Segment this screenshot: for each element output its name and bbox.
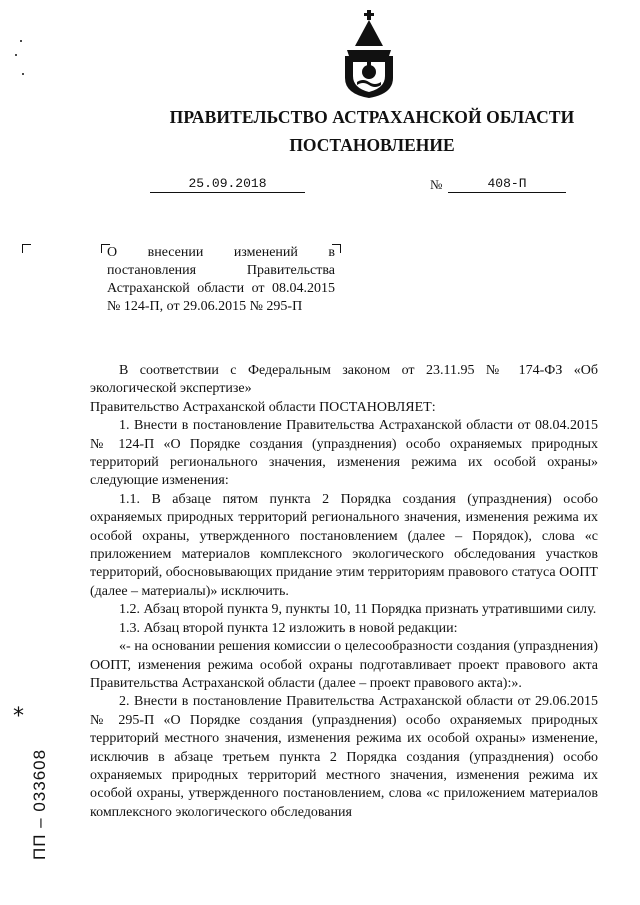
scan-speck [22,73,24,75]
clause-1-2: 1.2. Абзац второй пункта 9, пункты 10, 11 Порядка признать утратившими силу. [119,602,597,618]
scan-speck [15,54,17,56]
scan-speck [20,40,22,42]
side-asterisk-mark: * [13,704,24,729]
coat-of-arms-emblem [339,10,399,98]
clause-1-3-quote: «- на основании решения комиссии о целесообразности создания (упразднения) ООПТ, изменения режима особой охраны подготавливает проект правового акта Правительства Астраханской области (далее – проект правового акта):». [90,639,598,691]
document-kind: ПОСТАНОВЛЕНИЕ [289,135,455,155]
number-underline [448,192,566,193]
document-date: 25.09.2018 [188,176,267,191]
document-subject: О внесении изменений в постановления Правительства Астраханской области от 08.04.2015 № 124-П, от 29.06.2015 № 295-П [107,245,335,314]
document-body [90,362,598,822]
date-underline [150,192,305,193]
preamble-paragraph: В соответствии с Федеральным законом от 23.11.95 № 174-ФЗ «Об экологической экспертизе» [90,363,598,397]
number-sign: № [430,177,443,192]
resolution-statement: Правительство Астраханской области ПОСТАНОВЛЯЕТ: [90,399,436,415]
margin-corner-mark [22,244,31,253]
clause-1-1: 1.1. В абзаце пятом пункта 2 Порядка создания (упразднения) особо охраняемых природных территорий регионального значения, изменения режима их особой охраны, утвержденного постановлением (далее – Порядок), слова «с приложением материалов комплексного экологического обследования участков территорий, обосновывающих придание этим территориям правового статуса ООПТ (далее – материалы)» исключить. [90,491,598,599]
document-number: 408-П [487,176,527,191]
clause-1-3: 1.3. Абзац второй пункта 12 изложить в новой редакции: [119,620,458,636]
clause-1: 1. Внести в постановление Правительства Астраханской области от 08.04.2015 № 124-П «О Порядке создания (упразднения) особо охраняемых природных территорий регионального значения, изменения режима их особой охраны» следующие изменения: [90,418,598,489]
form-serial-number: ПП – 033608 [30,748,49,860]
government-title: ПРАВИТЕЛЬСТВО АСТРАХАНСКОЙ ОБЛАСТИ [169,107,575,127]
clause-2: 2. Внести в постановление Правительства Астраханской области от 29.06.2015 № 295-П «О Порядке создания (упразднения) особо охраняемых природных территорий местного значения, изменения режима их особой охраны» изменение, исключив в абзаце третьем пункта 2 Порядка создания (упразднения) особо охраняемых природных территорий местного значения, изменения режима их особой охраны, утвержденного постановлением, слова «с приложением материалов комплексного экологического обследования [90,694,598,820]
